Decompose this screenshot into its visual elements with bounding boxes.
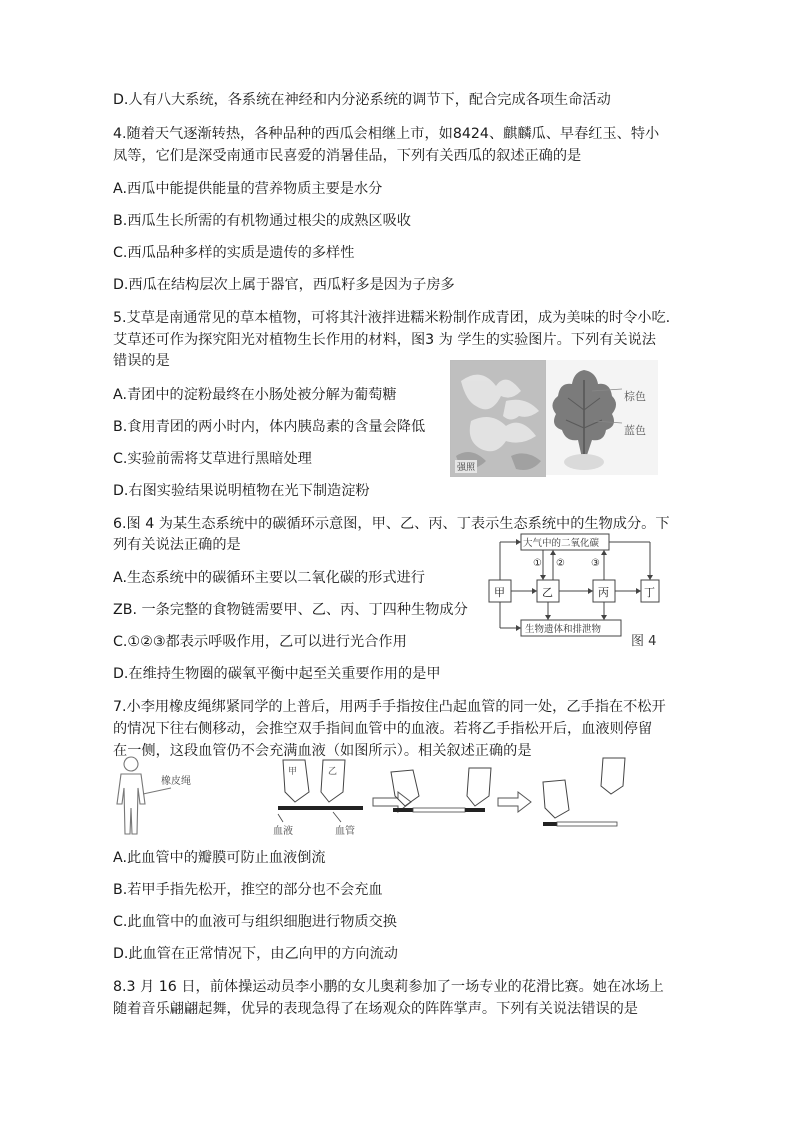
q5-option-b: B.食用青团的两小时内，体内胰岛素的含量会降低: [113, 419, 426, 435]
fig3-corner-label: 强照: [455, 460, 477, 473]
fig3-left-photo: [450, 360, 546, 477]
q8-stem-line-1: 8.3 月 16 日，前体操运动员李小鹏的女儿奥莉参加了一场专业的花滑比赛。她在冰场上: [113, 979, 664, 995]
q4-option-d: D.西瓜在结构层次上属于器官，西瓜籽多是因为子房多: [113, 277, 455, 293]
q5-option-d: D.右图实验结果说明植物在光下制造淀粉: [113, 483, 370, 499]
q6-option-b: ZB. 一条完整的食物链需要甲、乙、丙、丁四种生物成分: [113, 602, 468, 618]
q4-stem-line-1: 4.随着天气逐渐转热，各种品种的西瓜会相继上市，如8424、麒麟瓜、早春红玉、特小: [113, 126, 660, 142]
q8-stem-line-2: 随着音乐翩翩起舞，优异的表现急得了在场观众的阵阵掌声。下列有关说法错误的是: [113, 1001, 638, 1017]
q4-stem-line-2: 凤等，它们是深受南通市民喜爱的消暑佳品，下列有关西瓜的叙述正确的是: [113, 148, 582, 164]
q5-stem-line-3: 错误的是: [113, 353, 170, 369]
fig7-jia-label: 甲: [288, 767, 298, 777]
q6-option-c: C.①②③都表示呼吸作用，乙可以进行光合作用: [113, 634, 407, 650]
q7-stem-line-2: 的情况下往右侧移动，会推空双手指间血管中的血液。若将乙手指松开后，血液则停留: [113, 721, 653, 737]
fig3-label-blue: 蓝色: [624, 424, 646, 437]
fig4-caption: 图 4: [631, 634, 657, 649]
fig7-yi-label: 乙: [328, 767, 338, 777]
q7-option-d: D.此血管在正常情况下，由乙向甲的方向流动: [113, 946, 398, 962]
q6-option-d: D.在维持生物圈的碳氧平衡中起至关重要作用的是甲: [113, 666, 441, 682]
fig4-carbon-cycle: [485, 530, 665, 655]
fig4-num-3: ③: [591, 558, 600, 569]
q7-option-c: C.此血管中的血液可与组织细胞进行物质交换: [113, 914, 397, 930]
fig3-label-brown: 棕色: [624, 390, 646, 403]
q5-stem-line-1: 5.艾草是南通常见的草本植物，可将其汁液拌进糯米粉制作成青团，成为美味的时令小吃.: [113, 310, 671, 326]
q7-option-a: A.此血管中的瓣膜可防止血液倒流: [113, 850, 326, 866]
fig4-num-2: ②: [556, 558, 565, 569]
q4-option-a: A.西瓜中能提供能量的营养物质主要是水分: [113, 181, 383, 197]
fig4-remains-box: 生物遗体和排泄物: [525, 624, 602, 635]
fig7-blood-label: 血液: [273, 826, 293, 837]
fig7-rubber-label: 橡皮绳: [161, 776, 191, 787]
q7-stem-line-3: 在一侧，这段血管仍不会充满血液（如图所示）。相关叙述正确的是: [113, 743, 532, 759]
q4-option-c: C.西瓜品种多样的实质是遗传的多样性: [113, 245, 355, 261]
q7-stem-line-1: 7.小李用橡皮绳绑紧同学的上普后，用两手手指按住凸起血管的同一处，乙手指在不松开: [113, 699, 666, 715]
q7-option-b: B.若甲手指先松开，推空的部分也不会充血: [113, 882, 383, 898]
q5-option-a: A.青团中的淀粉最终在小肠处被分解为葡萄糖: [113, 387, 397, 403]
q6-stem-line-2: 列有关说法正确的是: [113, 537, 241, 553]
q3-option-d: D.人有八大系统，各系统在神经和内分泌系统的调节下，配合完成各项生命活动: [113, 92, 611, 108]
fig4-atmosphere-box: 大气中的二氧化碳: [523, 538, 600, 549]
fig7-vessel-label: 血管: [335, 826, 355, 837]
q5-stem-line-2: 艾草还可作为探究阳光对植物生长作用的材料，图3 为 学生的实验图片。下列有关说法: [113, 332, 656, 348]
fig4-bing: 丙: [598, 586, 609, 599]
fig4-yi: 乙: [542, 586, 553, 599]
fig4-jia: 甲: [494, 586, 505, 599]
q6-stem-line-1: 6.图 4 为某生态系统中的碳循环示意图，甲、乙、丙、丁表示生态系统中的生物成分。下: [113, 516, 670, 532]
fig3-label-area: [622, 360, 658, 475]
fig3-pointer-lines: [590, 385, 624, 425]
q6-option-a: A.生态系统中的碳循环主要以二氧化碳的形式进行: [113, 570, 425, 586]
q4-option-b: B.西瓜生长所需的有机物通过根尖的成熟区吸收: [113, 213, 411, 229]
q5-option-c: C.实验前需将艾草进行黑暗处理: [113, 451, 312, 467]
fig7-vessel-diagram: [113, 752, 643, 840]
fig4-ding: 丁: [644, 586, 655, 599]
fig4-num-1: ①: [533, 558, 542, 569]
